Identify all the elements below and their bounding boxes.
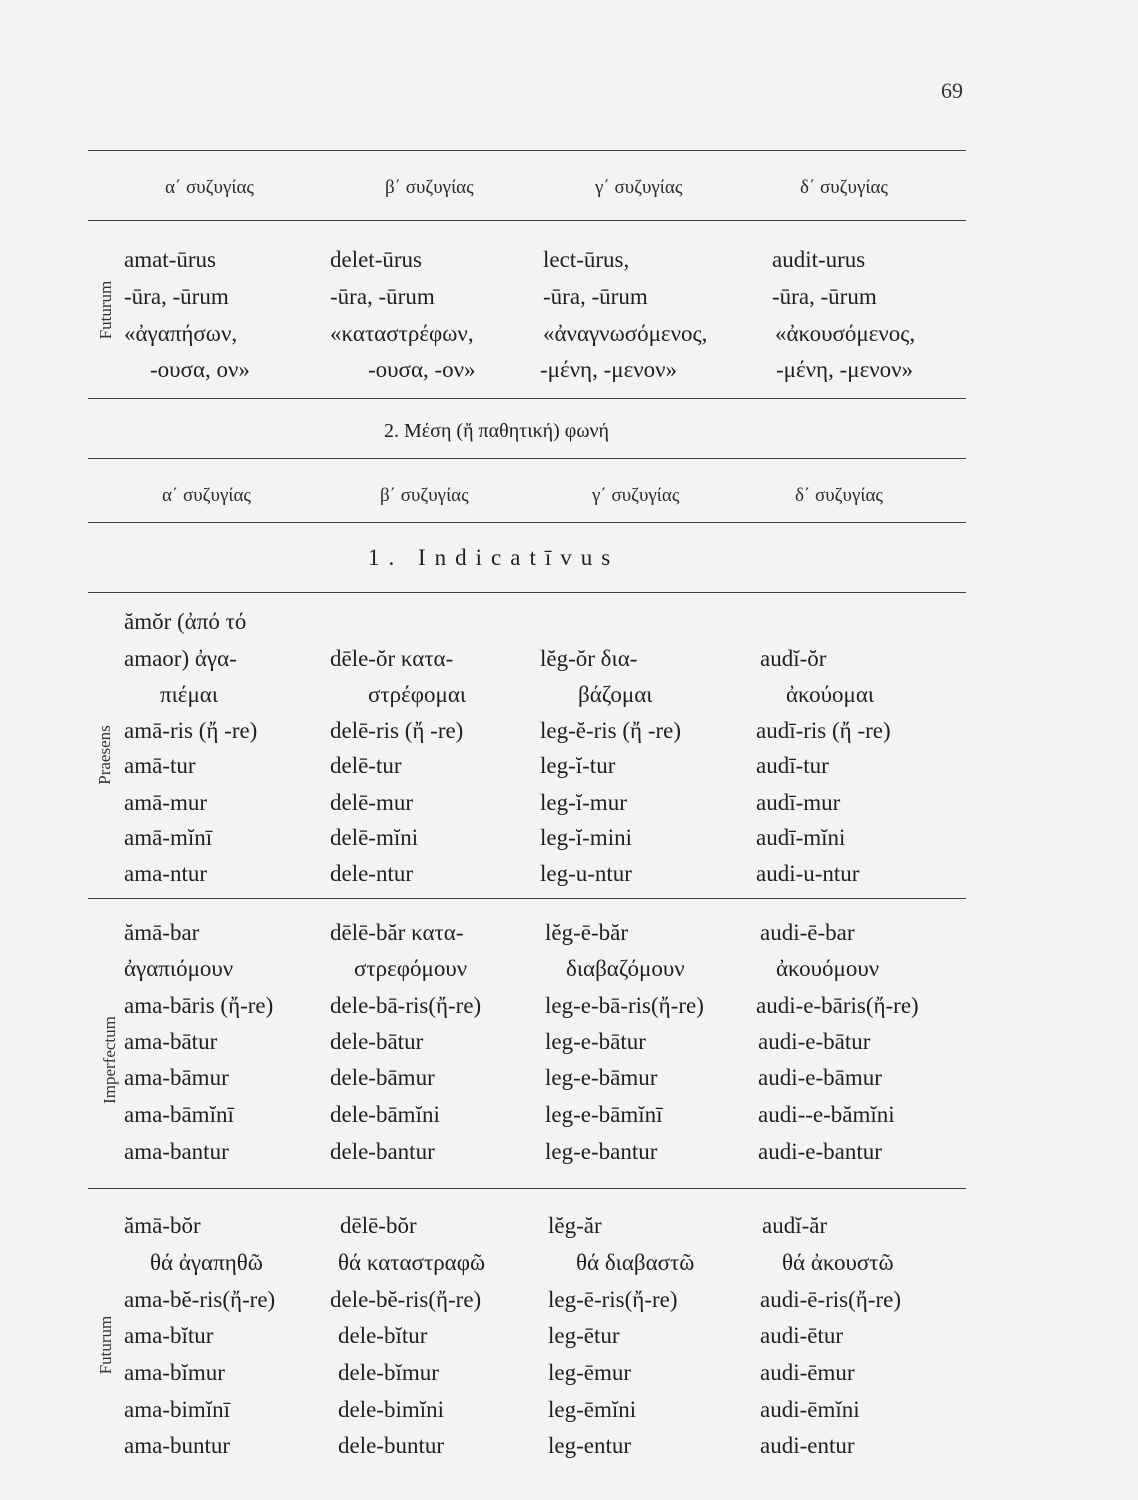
table-cell: θά διαβαστῶ — [576, 1250, 695, 1275]
table-cell: audi--e-bămĭni — [758, 1102, 895, 1127]
table-cell: audi-ēmur — [760, 1360, 855, 1385]
col-header-4: δ΄ συζυγίας — [795, 485, 883, 506]
table-cell: dele-bĭtur — [338, 1323, 428, 1348]
table-cell: audī-mur — [756, 790, 841, 815]
table-cell: dele-bĕ-ris(ἤ-re) — [330, 1287, 482, 1312]
table-rule — [88, 220, 966, 221]
table-cell: ἀκούομαι — [786, 682, 875, 707]
table-cell: ama-bimĭnī — [124, 1397, 231, 1422]
table-cell: amā-ris (ἤ -re) — [124, 718, 258, 743]
table-cell: delē-mur — [330, 790, 414, 815]
table-cell: audĭ-ŏr — [760, 646, 827, 671]
table-cell: audĭ-ăr — [762, 1213, 828, 1238]
table-cell: dele-bāmur — [330, 1065, 435, 1090]
table-cell: dele-bimĭni — [338, 1397, 445, 1422]
table-cell: dēle-ŏr κατα- — [330, 646, 454, 671]
col-header-2: β΄ συζυγίας — [380, 485, 469, 506]
table-cell: leg-e-bantur — [545, 1139, 658, 1164]
table-cell: audi-ē-bar — [760, 920, 855, 945]
table-cell: dēlē-băr κατα- — [330, 920, 464, 945]
mood-title: 1. Indicatīvus — [368, 545, 620, 570]
table-cell: ămā-bar — [124, 920, 200, 945]
block-label-imperfectum: Imperfectum — [100, 1016, 119, 1104]
table-cell: ama-bāmur — [124, 1065, 229, 1090]
table-cell: amā-mur — [124, 790, 208, 815]
table-cell: amaor) ἀγα- — [124, 646, 237, 671]
table-cell: ama-buntur — [124, 1433, 231, 1458]
table-cell: leg-ētur — [548, 1323, 620, 1348]
table-cell: θά ἀγαπηθῶ — [150, 1250, 263, 1275]
col-header-1: α΄ συζυγίας — [162, 485, 251, 506]
table-rule — [88, 150, 966, 151]
table-cell: στρεφόμουν — [354, 956, 468, 981]
table-cell: -ουσα, ον» — [150, 357, 250, 382]
table-cell: leg-e-bā-ris(ἤ-re) — [545, 993, 704, 1018]
table-cell: ama-bantur — [124, 1139, 229, 1164]
table-rule — [88, 398, 966, 399]
table-rule — [88, 522, 966, 523]
table-cell: dele-bāmĭni — [330, 1102, 440, 1127]
table-cell: ama-bĭtur — [124, 1323, 214, 1348]
table-cell: ama-bāris (ἤ-re) — [124, 993, 274, 1018]
table-cell: dele-bĭmur — [338, 1360, 439, 1385]
page-number: 69 — [941, 78, 963, 103]
table-cell: ama-ntur — [124, 861, 208, 886]
table-cell: dēlē-bŏr — [340, 1213, 417, 1238]
table-cell: leg-e-bāmĭnī — [545, 1102, 663, 1127]
table-cell: delet-ūrus — [330, 247, 422, 272]
table-cell: ama-bĭmur — [124, 1360, 225, 1385]
table-cell: delē-tur — [330, 753, 402, 778]
table-cell: leg-ē-ris(ἤ-re) — [548, 1287, 678, 1312]
table-cell: audi-e-bantur — [758, 1139, 882, 1164]
table-cell: ama-bĕ-ris(ἤ-re) — [124, 1287, 276, 1312]
table-cell: -ūra, -ūrum — [124, 284, 229, 309]
table-cell: leg-ēmur — [548, 1360, 632, 1385]
table-cell: leg-e-bātur — [545, 1029, 646, 1054]
table-cell: leg-entur — [548, 1433, 632, 1458]
table-cell: leg-ĭ-mini — [540, 825, 632, 850]
table-cell: leg-ĭ-mur — [540, 790, 627, 815]
table-rule — [88, 458, 966, 459]
table-cell: «ἀκουσόμενος, — [775, 321, 916, 346]
table-cell: ama-bāmĭnī — [124, 1102, 234, 1127]
table-cell: «ἀναγνωσόμενος, — [543, 321, 708, 346]
table-cell: audi-e-bāris(ἤ-re) — [756, 993, 919, 1018]
table-cell: audī-mĭni — [756, 825, 846, 850]
table-cell: audi-ē-ris(ἤ-re) — [760, 1287, 901, 1312]
table-cell: audī-tur — [756, 753, 829, 778]
table-cell: lĕg-ē-băr — [545, 920, 628, 945]
table-cell: -ūra, -ūrum — [772, 284, 877, 309]
table-cell: -ūra, -ūrum — [543, 284, 648, 309]
table-cell: amat-ūrus — [124, 247, 216, 272]
table-cell: audi-e-bāmur — [758, 1065, 882, 1090]
table-cell: leg-e-bāmur — [545, 1065, 658, 1090]
table-cell: ămā-bŏr — [124, 1213, 201, 1238]
table-cell: lect-ūrus, — [543, 247, 630, 272]
table-cell: leg-ĭ-tur — [540, 753, 616, 778]
table-cell: dele-bantur — [330, 1139, 435, 1164]
table-cell: lĕg-ăr — [548, 1213, 602, 1238]
table-cell: πιέμαι — [160, 682, 219, 707]
block-label-active-futurum: Futurum — [96, 280, 115, 340]
table-cell: -μένη, -μενον» — [540, 357, 678, 382]
col-header-3: γ΄ συζυγίας — [595, 177, 683, 198]
block-label-praesens: Praesens — [95, 725, 114, 785]
table-cell: delē-mĭni — [330, 825, 419, 850]
block-label-futurum: Futurum — [96, 1315, 115, 1375]
table-cell: leg-ēmĭni — [548, 1397, 637, 1422]
table-cell: lĕg-ŏr δια- — [540, 646, 638, 671]
table-cell: ἀγαπιόμουν — [124, 956, 234, 981]
table-cell: στρέφομαι — [368, 682, 467, 707]
table-cell: audi-e-bātur — [758, 1029, 871, 1054]
table-cell: dele-bā-ris(ἤ-re) — [330, 993, 482, 1018]
table-cell: -ūra, -ūrum — [330, 284, 435, 309]
col-header-3: γ΄ συζυγίας — [592, 485, 680, 506]
table-cell: -ουσα, -ον» — [368, 357, 476, 382]
table-cell: ămŏr (ἀπό τό — [124, 609, 247, 634]
table-cell: amā-mĭnī — [124, 825, 213, 850]
table-cell: θά καταστραφῶ — [338, 1250, 486, 1275]
table-cell: διαβαζόμουν — [566, 956, 685, 981]
table-rule — [88, 592, 966, 593]
table-cell: amā-tur — [124, 753, 196, 778]
table-rule — [88, 1188, 966, 1189]
table-cell: audi-u-ntur — [756, 861, 860, 886]
table-cell: -μένη, -μενον» — [776, 357, 914, 382]
table-cell: dele-ntur — [330, 861, 414, 886]
table-cell: βάζομαι — [578, 682, 653, 707]
table-cell: audī-ris (ἤ -re) — [756, 718, 891, 743]
col-header-4: δ΄ συζυγίας — [800, 177, 888, 198]
section-title: 2. Μέση (ἤ παθητική) φωνή — [384, 420, 609, 442]
table-cell: «ἀγαπήσων, — [124, 321, 238, 346]
col-header-1: α΄ συζυγίας — [165, 177, 254, 198]
table-cell: θά ἀκουστῶ — [782, 1250, 894, 1275]
table-cell: audi-ētur — [760, 1323, 844, 1348]
table-cell: dele-bātur — [330, 1029, 424, 1054]
table-cell: ama-bātur — [124, 1029, 218, 1054]
table-cell: dele-buntur — [338, 1433, 445, 1458]
table-cell: «καταστρέφων, — [330, 321, 474, 346]
table-rule — [88, 898, 966, 899]
col-header-2: β΄ συζυγίας — [385, 177, 474, 198]
table-cell: audi-ēmĭni — [760, 1397, 860, 1422]
table-cell: leg-u-ntur — [540, 861, 632, 886]
table-cell: audi-entur — [760, 1433, 855, 1458]
table-cell: ἀκουόμουν — [776, 956, 880, 981]
table-cell: delē-ris (ἤ -re) — [330, 718, 464, 743]
table-cell: leg-ĕ-ris (ἤ -re) — [540, 718, 681, 743]
table-cell: audit-urus — [772, 247, 866, 272]
